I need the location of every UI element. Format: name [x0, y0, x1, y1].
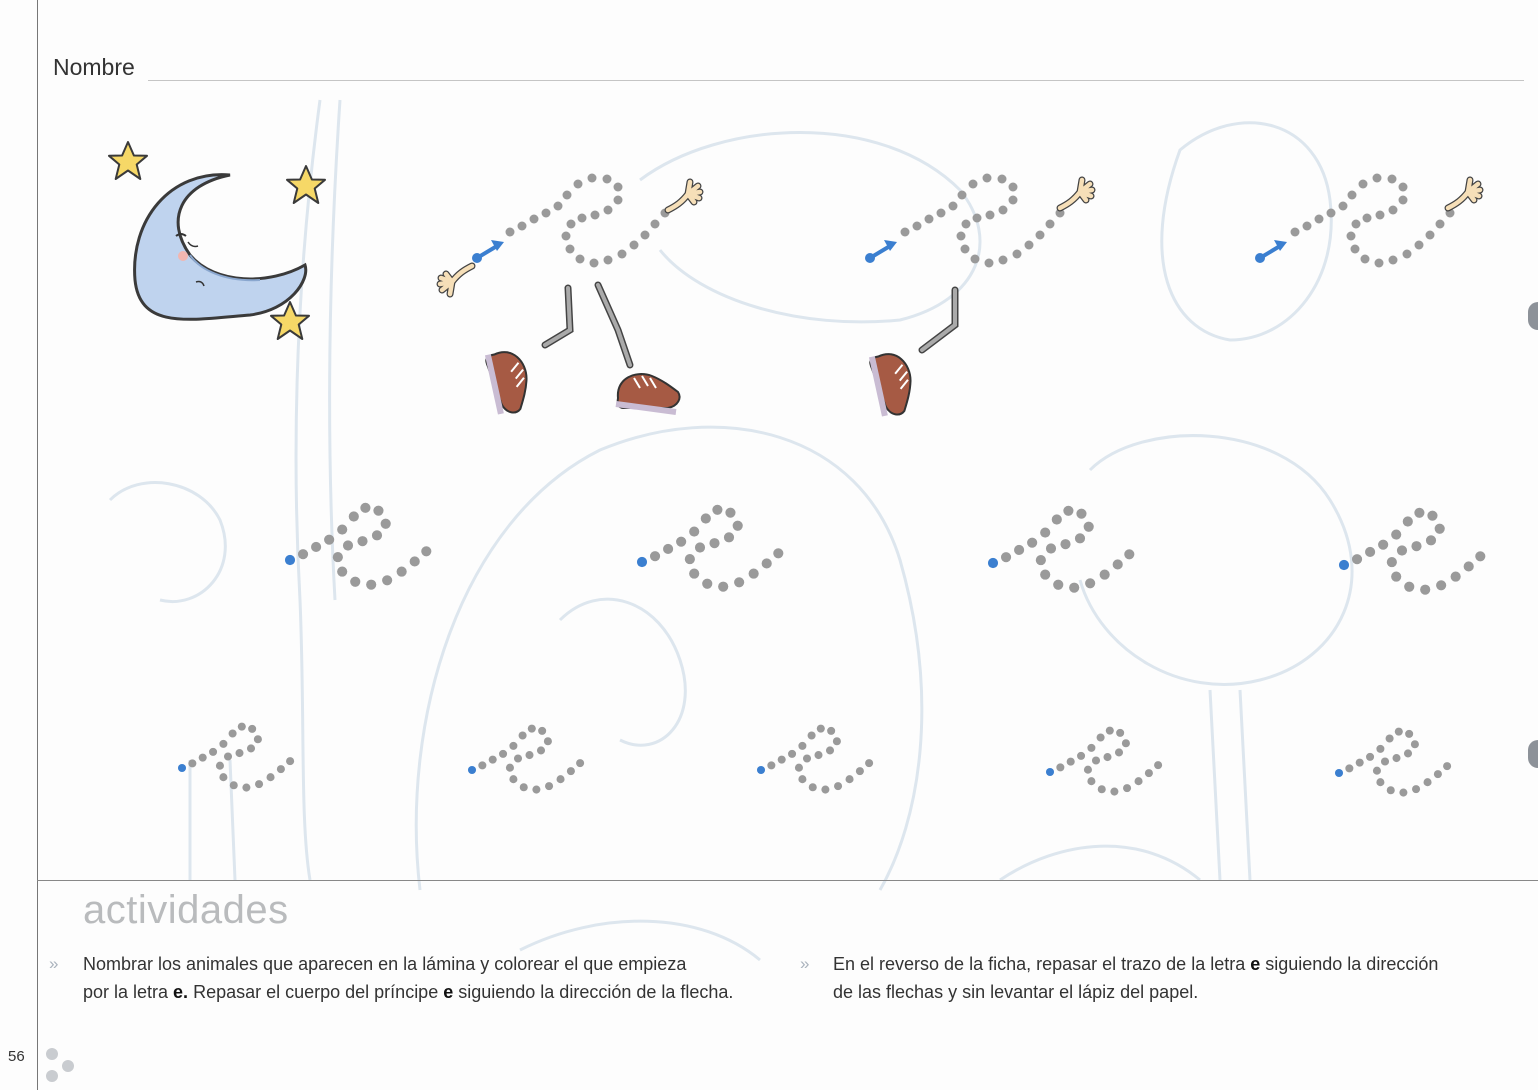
prince-e-figure-walking — [440, 174, 700, 418]
bullet-chevron-icon: » — [800, 954, 810, 973]
faint-background-drawing — [110, 100, 1352, 960]
instruction-1-text: siguiendo la dirección de la flecha. — [453, 982, 734, 1002]
trace-e-row1-3 — [988, 506, 1134, 593]
page-edge-tab — [1528, 302, 1538, 330]
trace-e-row2-4 — [1046, 727, 1162, 796]
trace-e-row1-4 — [1339, 508, 1485, 595]
activity-instruction-1 — [83, 950, 783, 1006]
instruction-1-line-1: Nombrar los animales que aparecen en la lámina y colorear el que empieza — [83, 954, 687, 974]
page-edge-tab — [1528, 740, 1538, 768]
trace-row-1 — [285, 503, 1485, 595]
bullet-chevron-icon: » — [49, 954, 59, 973]
instruction-2-text: En el reverso de la ficha, repasar el trazo de la letra — [833, 954, 1251, 974]
trace-e-row2-3 — [757, 725, 873, 794]
prince-e-figure-no-legs — [1255, 174, 1480, 268]
activities-divider — [37, 880, 1538, 881]
trace-e-row2-5 — [1335, 728, 1451, 797]
trace-e-row1-2 — [637, 505, 783, 592]
instruction-2-line-2: de las flechas y sin levantar el lápiz del papel. — [833, 982, 1199, 1002]
name-label: Nombre — [53, 54, 135, 80]
instruction-1-text: Repasar el cuerpo del príncipe — [188, 982, 444, 1002]
trace-e-row1-1 — [285, 503, 431, 590]
star-small — [109, 142, 147, 179]
letter-e-bold: e — [1250, 954, 1261, 974]
instruction-1-text: por la letra — [83, 982, 174, 1002]
trace-e-row2-1 — [178, 723, 294, 792]
letter-e-bold: e — [443, 982, 454, 1002]
page-number: 56 — [8, 1048, 25, 1065]
prince-e-figure-one-leg — [864, 174, 1092, 420]
crescent-moon-illustration — [109, 142, 325, 339]
instruction-2-text: siguiendo la dirección — [1260, 954, 1439, 974]
trace-row-2 — [178, 723, 1451, 797]
activity-instruction-2 — [833, 950, 1493, 1006]
decorative-dots-icon — [44, 1046, 80, 1086]
letter-e-bold: e. — [173, 982, 189, 1002]
activities-title: actividades — [83, 888, 289, 932]
trace-e-row2-2 — [468, 725, 584, 794]
star-medium — [287, 166, 325, 203]
